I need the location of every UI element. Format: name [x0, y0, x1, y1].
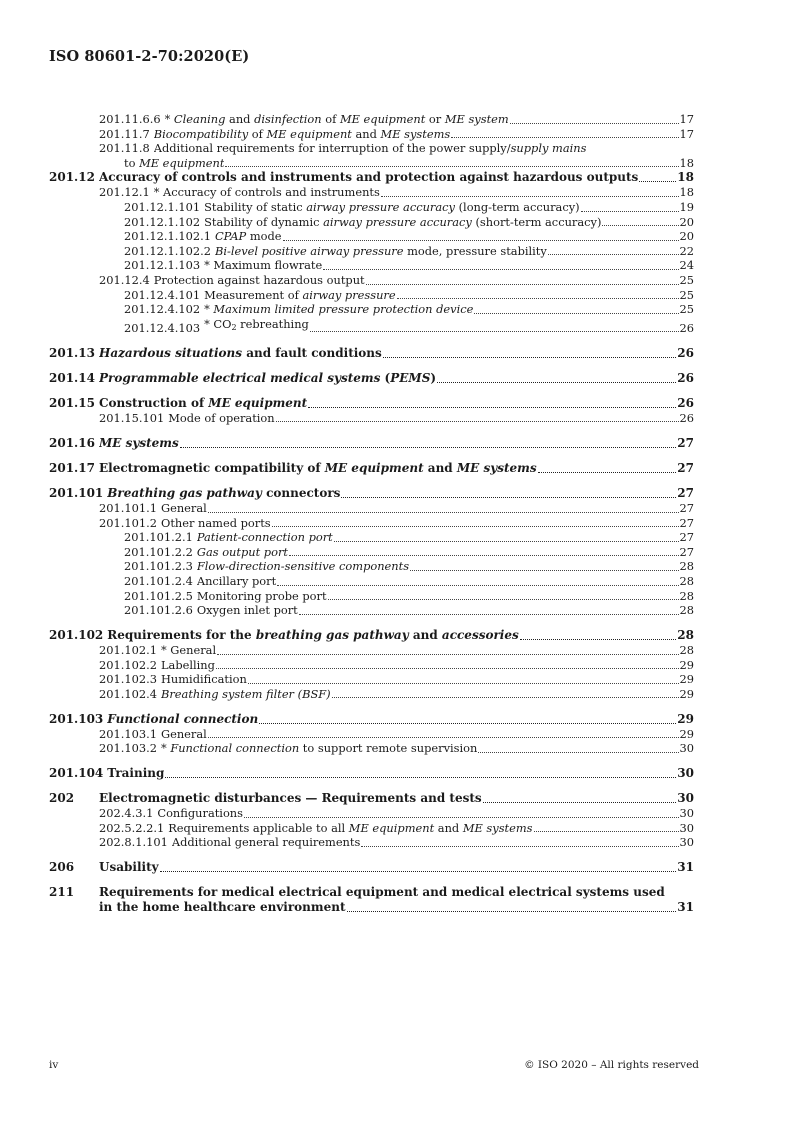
toc-entry-page: 27: [679, 544, 694, 559]
toc-leader-dots: [410, 569, 678, 571]
toc-leader-dots: [510, 122, 679, 124]
toc-entry[interactable]: [49, 371, 694, 386]
toc-entry-title: Accuracy of controls and instruments and protection against hazardous outputs: [99, 170, 639, 185]
toc-entry-page: 27: [679, 530, 694, 545]
toc-leader-dots: [272, 525, 679, 527]
toc-entry-page: 27: [677, 435, 694, 450]
toc-entry-number: 201.101.2.4: [124, 574, 193, 588]
toc-entry[interactable]: [49, 628, 694, 643]
toc-entry-page: 30: [677, 765, 694, 780]
toc-entry-title: Electromagnetic compatibility of ME equipment and ME systems: [99, 460, 537, 475]
toc-entry-title: * Functional connection to support remote supervision: [160, 741, 478, 756]
toc-entry-number: 201.101.2.1: [124, 530, 193, 545]
toc-entry-page: 29: [677, 711, 694, 726]
toc-entry-number: 201.101.1: [99, 501, 157, 516]
toc-entry-title: Stability of dynamic airway pressure accuracy (short-term accuracy): [204, 214, 602, 229]
toc-entry-number: 201.102.1: [99, 642, 157, 657]
toc-entry-title: Requirements for the breathing gas pathway and accessories: [107, 627, 519, 642]
toc-entry-page: 30: [677, 791, 694, 806]
toc-entry[interactable]: [49, 900, 694, 915]
toc-entry-page: 29: [679, 686, 694, 701]
toc-entry[interactable]: [49, 574, 694, 589]
toc-entry-number: 201.12.1.102: [124, 214, 201, 229]
toc-entry[interactable]: [49, 273, 694, 288]
toc-leader-dots: [361, 845, 678, 847]
toc-entry-title: Training: [107, 765, 165, 780]
toc-entry-number: 201.12.1: [99, 185, 150, 200]
toc-entry-page: 24: [679, 258, 694, 273]
toc-entry[interactable]: [49, 741, 694, 756]
toc-leader-dots: [323, 268, 678, 270]
toc-entry-number: 201.11.7: [99, 126, 150, 141]
toc-entry-number: 201.103.2: [99, 741, 157, 756]
toc-leader-dots: [474, 312, 678, 314]
toc-entry-page: 20: [679, 229, 694, 244]
toc-entry[interactable]: [49, 687, 694, 702]
toc-entry[interactable]: [49, 185, 694, 200]
toc-leader-dots: [520, 638, 677, 640]
toc-entry[interactable]: [49, 821, 694, 836]
toc-entry-title: Bi-level positive airway pressure mode, pressure stability: [214, 243, 547, 258]
toc-entry-page: 18: [679, 185, 694, 200]
toc-leader-dots: [216, 667, 679, 669]
toc-entry[interactable]: [49, 712, 694, 727]
toc-entry-number: 206: [49, 860, 75, 875]
table-of-contents: [49, 112, 694, 915]
toc-leader-dots: [397, 297, 679, 299]
toc-entry[interactable]: [49, 411, 694, 426]
toc-leader-dots: [437, 381, 676, 383]
toc-entry-page: 26: [679, 320, 694, 335]
toc-entry-page: 17: [679, 112, 694, 126]
toc-entry-number: 202: [49, 791, 75, 806]
toc-entry-title: to ME equipment: [124, 155, 225, 170]
toc-entry-number: 202.5.2.2.1: [99, 820, 165, 835]
toc-leader-dots: [534, 830, 679, 832]
toc-entry[interactable]: [49, 127, 694, 142]
toc-entry-title: Additional general requirements: [171, 835, 361, 850]
toc-entry-title: Ancillary port: [196, 574, 277, 588]
toc-entry-title: Breathing gas pathway connectors: [107, 486, 341, 501]
toc-entry-number: 201.12.1.101: [124, 199, 201, 214]
toc-leader-dots: [383, 356, 677, 358]
toc-entry-page: 28: [679, 588, 694, 603]
toc-entry[interactable]: [49, 317, 694, 336]
toc-entry[interactable]: [49, 170, 694, 185]
toc-leader-dots: [548, 253, 679, 255]
toc-entry[interactable]: [49, 141, 694, 156]
toc-entry-number: 211: [49, 885, 75, 900]
toc-entry-number: 201.11.8: [99, 141, 150, 156]
toc-entry[interactable]: [49, 559, 694, 574]
toc-leader-dots: [259, 722, 676, 724]
toc-entry-page: 29: [679, 657, 694, 672]
toc-leader-dots: [381, 195, 679, 197]
toc-entry[interactable]: [49, 516, 694, 531]
toc-leader-dots: [602, 224, 678, 226]
toc-entry-number: 201.102.3: [99, 672, 157, 687]
toc-entry[interactable]: [49, 885, 694, 900]
toc-entry-title: * General: [160, 642, 217, 657]
toc-entry-page: 26: [677, 370, 694, 385]
toc-entry-number: 201.101.2.5: [124, 588, 193, 603]
toc-entry-title: Patient-connection port: [196, 530, 333, 545]
toc-entry[interactable]: [49, 302, 694, 317]
toc-entry-title: Measurement of airway pressure: [204, 287, 396, 302]
toc-entry-page: 31: [677, 860, 694, 875]
toc-entry-title: ME systems: [99, 435, 179, 450]
toc-leader-dots: [299, 613, 679, 615]
toc-leader-dots: [277, 584, 678, 586]
toc-entry-page: 26: [677, 345, 694, 360]
toc-leader-dots: [165, 776, 676, 778]
toc-leader-dots: [328, 598, 679, 600]
toc-entry[interactable]: [49, 486, 694, 501]
toc-entry-title: * Accuracy of controls and instruments: [153, 185, 380, 200]
toc-entry-number: 201.12.4: [99, 272, 150, 287]
toc-leader-dots: [639, 180, 676, 182]
toc-entry-number: 201.12.1.102.1: [124, 229, 211, 244]
toc-entry-page: 26: [679, 410, 694, 425]
toc-entry-title: in the home healthcare environment: [99, 900, 346, 915]
toc-entry-number: 201.101: [49, 486, 104, 501]
toc-entry[interactable]: [49, 530, 694, 545]
toc-entry[interactable]: [49, 200, 694, 215]
toc-entry-title: Flow-direction-sensitive components: [196, 559, 410, 574]
toc-entry-number: 201.102: [49, 627, 104, 642]
toc-entry-title: Breathing system filter (BSF): [160, 686, 331, 701]
toc-entry[interactable]: [49, 835, 694, 850]
toc-leader-dots: [341, 496, 676, 498]
toc-entry-page: 30: [679, 741, 694, 756]
toc-entry-title: CPAP mode: [214, 229, 282, 244]
toc-entry-number: 201.11.6.6: [99, 112, 161, 126]
toc-entry-page: 28: [677, 627, 694, 642]
toc-entry-page: 17: [679, 126, 694, 141]
toc-entry-number: 201.12.1.103: [124, 258, 201, 273]
toc-entry-page: 28: [679, 574, 694, 588]
copyright-notice: © ISO 2020 – All rights reserved: [524, 1059, 699, 1071]
toc-entry-title: Other named ports: [160, 515, 271, 530]
toc-entry-number: 201.101.2: [99, 515, 157, 530]
toc-leader-dots: [483, 801, 677, 803]
page-number: iv: [49, 1059, 59, 1071]
toc-entry[interactable]: [49, 727, 694, 742]
toc-entry[interactable]: [49, 244, 694, 259]
toc-entry-number: 201.15.101: [99, 410, 165, 425]
toc-entry[interactable]: [49, 461, 694, 476]
toc-leader-dots: [478, 751, 678, 753]
toc-entry-page: 30: [679, 835, 694, 850]
toc-entry-page: 25: [679, 302, 694, 317]
toc-leader-dots: [451, 136, 678, 138]
toc-entry-number: 201.101.2.3: [124, 559, 193, 574]
toc-leader-dots: [208, 511, 679, 513]
toc-entry-page: 29: [679, 672, 694, 687]
toc-entry-page: 22: [679, 243, 694, 258]
toc-entry[interactable]: [49, 860, 694, 875]
toc-entry-title: Requirements applicable to all ME equipment and ME systems: [168, 820, 533, 835]
toc-leader-dots: [347, 910, 677, 912]
toc-leader-dots: [334, 540, 679, 542]
toc-entry-title: * $CO_2$ rebreathing: [204, 316, 309, 332]
toc-entry-number: 201.102.4: [99, 686, 157, 701]
toc-entry-title: Protection against hazardous output: [153, 272, 365, 287]
toc-leader-dots: [244, 816, 679, 818]
toc-leader-dots: [308, 406, 676, 408]
toc-leader-dots: [276, 420, 679, 422]
toc-entry-title: Electromagnetic disturbances — Requirements and tests: [99, 791, 482, 806]
toc-entry[interactable]: [49, 156, 694, 171]
toc-leader-dots: [332, 696, 679, 698]
toc-entry-title: * Cleaning and disinfection of ME equipment or ME system: [164, 112, 509, 126]
toc-leader-dots: [208, 736, 679, 738]
toc-leader-dots: [538, 471, 677, 473]
toc-entry-title: Labelling: [160, 657, 215, 672]
toc-entry-number: 201.12.4.101: [124, 287, 201, 302]
toc-entry-number: 201.104: [49, 765, 104, 780]
toc-entry[interactable]: [49, 288, 694, 303]
toc-entry-number: 201.103.1: [99, 726, 157, 741]
toc-entry-page: 30: [679, 820, 694, 835]
toc-entry-page: 31: [677, 900, 694, 915]
toc-leader-dots: [160, 870, 677, 872]
toc-entry[interactable]: [49, 396, 694, 411]
toc-entry[interactable]: [49, 112, 694, 127]
toc-leader-dots: [366, 283, 679, 285]
toc-entry-title: Mode of operation: [168, 410, 275, 425]
toc-entry-number: 201.12.1.102.2: [124, 243, 211, 258]
toc-entry-page: 27: [677, 486, 694, 501]
document-header: ISO 80601-2-70:2020(E): [49, 48, 250, 65]
toc-entry-page: 19: [679, 199, 694, 214]
toc-leader-dots: [180, 446, 677, 448]
toc-entry[interactable]: [49, 229, 694, 244]
toc-entry-title: Programmable electrical medical systems (PEMS): [99, 370, 437, 385]
toc-entry-page: 18: [677, 170, 694, 185]
toc-entry-page: 28: [679, 642, 694, 657]
toc-entry[interactable]: [49, 672, 694, 687]
toc-entry-title: * Maximum limited pressure protection device: [204, 302, 474, 317]
toc-entry-title: Hazardous situations and fault conditions: [99, 345, 382, 360]
toc-entry-title: Requirements for medical electrical equipment and medical electrical systems used: [99, 885, 665, 900]
toc-entry[interactable]: [49, 643, 694, 658]
toc-leader-dots: [283, 239, 679, 241]
toc-entry-number: 201.101.2.2: [124, 544, 193, 559]
toc-entry-page: 27: [679, 515, 694, 530]
toc-entry-title: Functional connection: [107, 711, 259, 726]
toc-entry-page: 25: [679, 272, 694, 287]
toc-entry-title: Construction of ME equipment: [99, 395, 308, 410]
toc-leader-dots: [289, 554, 679, 556]
toc-entry-page: 25: [679, 287, 694, 302]
toc-leader-dots: [581, 210, 679, 212]
toc-entry-title: * Maximum flowrate: [204, 258, 323, 273]
toc-entry[interactable]: [49, 258, 694, 273]
toc-entry[interactable]: [49, 346, 694, 361]
toc-entry-number: 201.16: [49, 435, 95, 450]
toc-entry-number: 201.101.2.6: [124, 603, 193, 618]
toc-entry-number: 201.102.2: [99, 657, 157, 672]
toc-entry-number: 202.4.3.1: [99, 806, 154, 821]
toc-entry-title: Usability: [99, 860, 159, 875]
toc-entry-page: 26: [677, 395, 694, 410]
toc-leader-dots: [225, 165, 678, 167]
toc-entry-number: 201.17: [49, 460, 95, 475]
toc-entry-number: 201.103: [49, 711, 104, 726]
toc-entry-title: Oxygen inlet port: [196, 603, 298, 618]
toc-entry[interactable]: [49, 545, 694, 560]
toc-leader-dots: [248, 682, 679, 684]
toc-entry-page: 30: [679, 806, 694, 821]
toc-leader-dots: [217, 653, 678, 655]
toc-entry[interactable]: [49, 806, 694, 821]
toc-entry-title: General: [160, 726, 207, 741]
toc-leader-dots: [310, 330, 679, 332]
toc-entry-page: 27: [677, 460, 694, 475]
toc-entry-title: Configurations: [157, 806, 243, 821]
toc-entry-title: Biocompatibility of ME equipment and ME systems: [153, 126, 451, 141]
toc-entry-number: 201.12.4.102: [124, 302, 201, 317]
toc-entry-title: Stability of static airway pressure accuracy (long-term accuracy): [204, 199, 580, 214]
toc-entry[interactable]: [49, 791, 694, 806]
toc-entry-number: 201.15: [49, 395, 95, 410]
toc-entry[interactable]: [49, 766, 694, 781]
toc-entry[interactable]: [49, 501, 694, 516]
toc-entry-page: 29: [679, 726, 694, 741]
toc-entry-page: 20: [679, 214, 694, 229]
toc-entry-number: 201.13: [49, 345, 95, 360]
toc-entry-title: General: [160, 501, 207, 516]
toc-entry-title: Gas output port: [196, 544, 288, 559]
toc-entry-number: 201.12: [49, 170, 95, 185]
toc-entry-number: 202.8.1.101: [99, 835, 168, 850]
toc-entry[interactable]: [49, 215, 694, 230]
toc-entry-page: 18: [679, 155, 694, 170]
toc-entry-number: 201.14: [49, 370, 95, 385]
toc-entry[interactable]: [49, 589, 694, 604]
toc-entry-title: Monitoring probe port: [196, 588, 327, 603]
toc-entry-page: 27: [679, 501, 694, 516]
toc-entry-number: 201.12.4.103: [124, 320, 201, 335]
toc-entry[interactable]: [49, 603, 694, 618]
toc-entry-page: 28: [679, 559, 694, 574]
toc-entry[interactable]: [49, 436, 694, 451]
toc-entry[interactable]: [49, 658, 694, 673]
toc-entry-page: 28: [679, 603, 694, 618]
toc-entry-title: Humidification: [160, 672, 247, 687]
toc-entry-title: Additional requirements for interruption of the power supply/supply mains: [153, 141, 587, 156]
